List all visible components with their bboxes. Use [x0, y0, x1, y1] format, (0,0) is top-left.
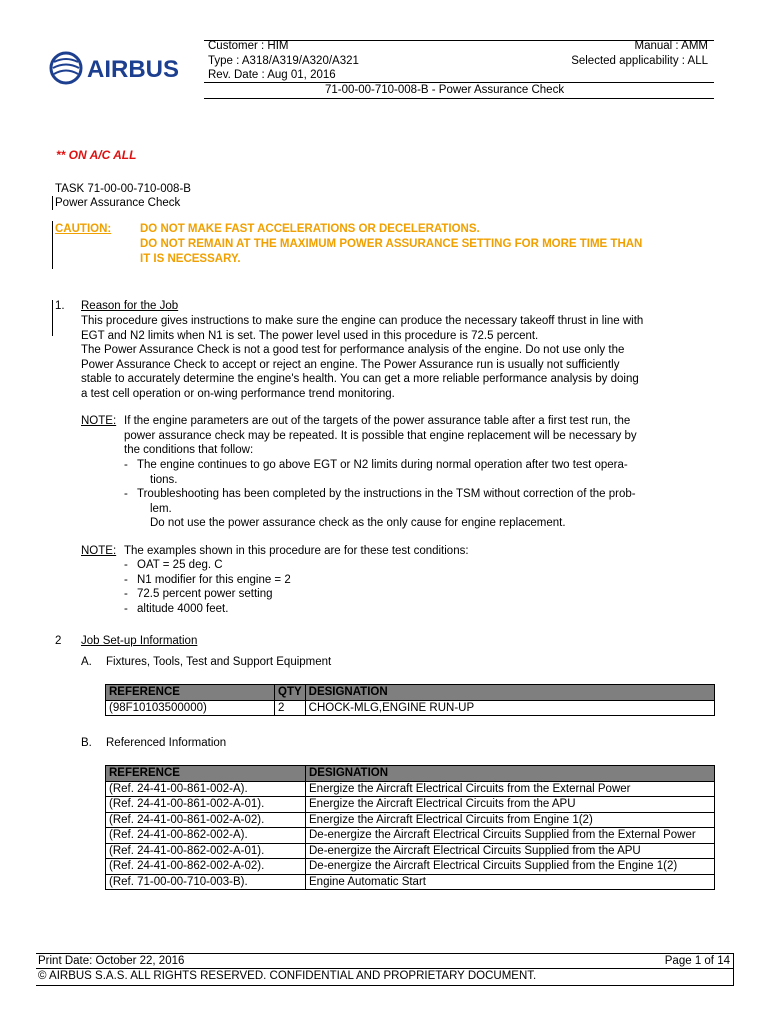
note1-bullet-dash: - [124, 488, 128, 500]
change-bar [52, 221, 53, 269]
cell-reference: (Ref. 24-41-00-861-002-A-02). [106, 812, 306, 828]
col-designation: DESIGNATION [306, 766, 715, 782]
cell-reference: (Ref. 24-41-00-862-002-A). [106, 828, 306, 844]
note1-body [124, 414, 637, 458]
cell-reference: (Ref. 24-41-00-861-002-A-01). [106, 797, 306, 813]
cell-reference: (98F10103500000) [106, 700, 275, 716]
bullet-item: - N1 modifier for this engine = 2 [124, 573, 291, 586]
bullet-line: Troubleshooting has been completed by the instructions in the TSM without correction of the prob- [137, 488, 636, 500]
cell-designation: Energize the Aircraft Electrical Circuits from the External Power [306, 781, 715, 797]
table-row [106, 797, 715, 813]
caution-line: IT IS NECESSARY. [140, 253, 241, 265]
header-customer: Customer : HIM [208, 40, 289, 52]
table-row [106, 843, 715, 859]
body-line: The Power Assurance Check is not a good test for performance analysis of the engine. Do not use only the [81, 344, 625, 357]
col-designation: DESIGNATION [305, 685, 714, 701]
note2-bullets [124, 558, 291, 616]
section1-title: Reason for the Job [81, 300, 179, 312]
cell-designation: De-energize the Aircraft Electrical Circuits Supplied from the Engine 1(2) [306, 859, 715, 875]
change-bar [52, 196, 53, 210]
table-row [106, 859, 715, 875]
note1-bullet-dash: - [124, 459, 128, 471]
body-line: stable to accurately determine the engine's health. You can get a more reliable performance analysis by doing [81, 373, 639, 386]
subsection-a-letter: A. [81, 656, 92, 668]
table-row [106, 781, 715, 797]
logo-text: AIRBUS [87, 56, 180, 83]
table-row [106, 700, 715, 716]
bullet-line: lem. [150, 502, 172, 515]
body-line: EGT and N2 limits when N1 is set. The power level used in this procedure is 72.5 percent. [81, 329, 539, 342]
cell-reference: (Ref. 71-00-00-710-003-B). [106, 874, 306, 890]
caution-text [140, 222, 642, 267]
bullet-item: - OAT = 25 deg. C [124, 559, 223, 571]
table-header-row [106, 766, 715, 782]
bullet-line: tions. [150, 473, 178, 486]
col-reference: REFERENCE [106, 685, 275, 701]
note-line: power assurance check may be repeated. It is possible that engine replacement will be necessary by [124, 429, 637, 442]
cell-designation: Energize the Aircraft Electrical Circuits from the APU [306, 797, 715, 813]
caution-line: DO NOT REMAIN AT THE MAXIMUM POWER ASSURANCE SETTING FOR MORE TIME THAN [140, 238, 643, 250]
note1-tail: Do not use the power assurance check as the only cause for engine replacement. [150, 517, 566, 529]
subsection-b-letter: B. [81, 737, 92, 749]
cell-qty: 2 [275, 700, 306, 716]
equipment-table [105, 684, 715, 716]
page-number: Page 1 of 14 [664, 955, 730, 967]
body-line: Power Assurance Check to accept or reject an engine. The Power Assurance run is usually not sufficiently [81, 358, 620, 371]
note2-label: NOTE: [81, 545, 117, 557]
task-number: TASK 71-00-00-710-008-B [55, 183, 191, 195]
section2-number: 2 [55, 635, 62, 647]
subsection-a-title: Fixtures, Tools, Test and Support Equipment [106, 656, 332, 668]
cell-designation: CHOCK-MLG,ENGINE RUN-UP [305, 700, 714, 716]
applicability-tag: ** ON A/C ALL [56, 148, 137, 162]
body-line: a test cell operation or on-wing performance trend monitoring. [81, 387, 395, 400]
cell-designation: De-energize the Aircraft Electrical Circuits Supplied from the External Power [306, 828, 715, 844]
cell-reference: (Ref. 24-41-00-862-002-A-02). [106, 859, 306, 875]
subsection-b-title: Referenced Information [106, 737, 227, 749]
header-applicability: Selected applicability : ALL [571, 55, 708, 67]
col-reference: REFERENCE [106, 766, 306, 782]
table-row [106, 812, 715, 828]
note-line: the conditions that follow: [124, 444, 254, 457]
caution-label: CAUTION: [55, 223, 112, 235]
airbus-logo-icon [48, 48, 198, 88]
body-line: This procedure gives instructions to make sure the engine can produce the necessary takeoff thrust in line with [81, 315, 644, 327]
airbus-logo [48, 48, 198, 88]
cell-reference: (Ref. 24-41-00-862-002-A-01). [106, 843, 306, 859]
cell-designation: Energize the Aircraft Electrical Circuits from Engine 1(2) [306, 812, 715, 828]
section2-title: Job Set-up Information [81, 635, 198, 647]
cell-reference: (Ref. 24-41-00-861-002-A). [106, 781, 306, 797]
note1-bullet [137, 487, 636, 516]
caution-line: DO NOT MAKE FAST ACCELERATIONS OR DECELERATIONS. [140, 223, 480, 235]
header-type: Type : A318/A319/A320/A321 [208, 55, 359, 67]
bullet-item: - 72.5 percent power setting [124, 588, 273, 601]
copyright: © AIRBUS S.A.S. ALL RIGHTS RESERVED. CONFIDENTIAL AND PROPRIETARY DOCUMENT. [38, 970, 537, 982]
header-bottom-rule [204, 98, 714, 99]
cell-designation: De-energize the Aircraft Electrical Circuits Supplied from the APU [306, 843, 715, 859]
col-qty: QTY [275, 685, 306, 701]
note-line: If the engine parameters are out of the targets of the power assurance table after a first test run, the [124, 415, 631, 427]
header-task-title: 71-00-00-710-008-B - Power Assurance Check [325, 84, 565, 96]
section1-body [81, 314, 643, 402]
footer-right-rule [733, 953, 734, 985]
note1-label: NOTE: [81, 415, 117, 427]
print-date: Print Date: October 22, 2016 [38, 955, 185, 967]
note1-bullet [137, 458, 628, 487]
note2-line: The examples shown in this procedure are for these test conditions: [124, 545, 469, 557]
table-row [106, 874, 715, 890]
footer-bottom-rule [36, 985, 734, 986]
referenced-info-table [105, 765, 715, 890]
table-header-row [106, 685, 715, 701]
bullet-line: The engine continues to go above EGT or N2 limits during normal operation after two test opera- [137, 459, 628, 471]
bullet-item: - altitude 4000 feet. [124, 602, 229, 615]
cell-designation: Engine Automatic Start [306, 874, 715, 890]
header-rev-date: Rev. Date : Aug 01, 2016 [208, 69, 336, 81]
section1-number: 1. [55, 300, 65, 312]
header-manual: Manual : AMM [634, 40, 708, 52]
change-bar [52, 300, 53, 336]
task-title: Power Assurance Check [55, 197, 181, 209]
table-row [106, 828, 715, 844]
